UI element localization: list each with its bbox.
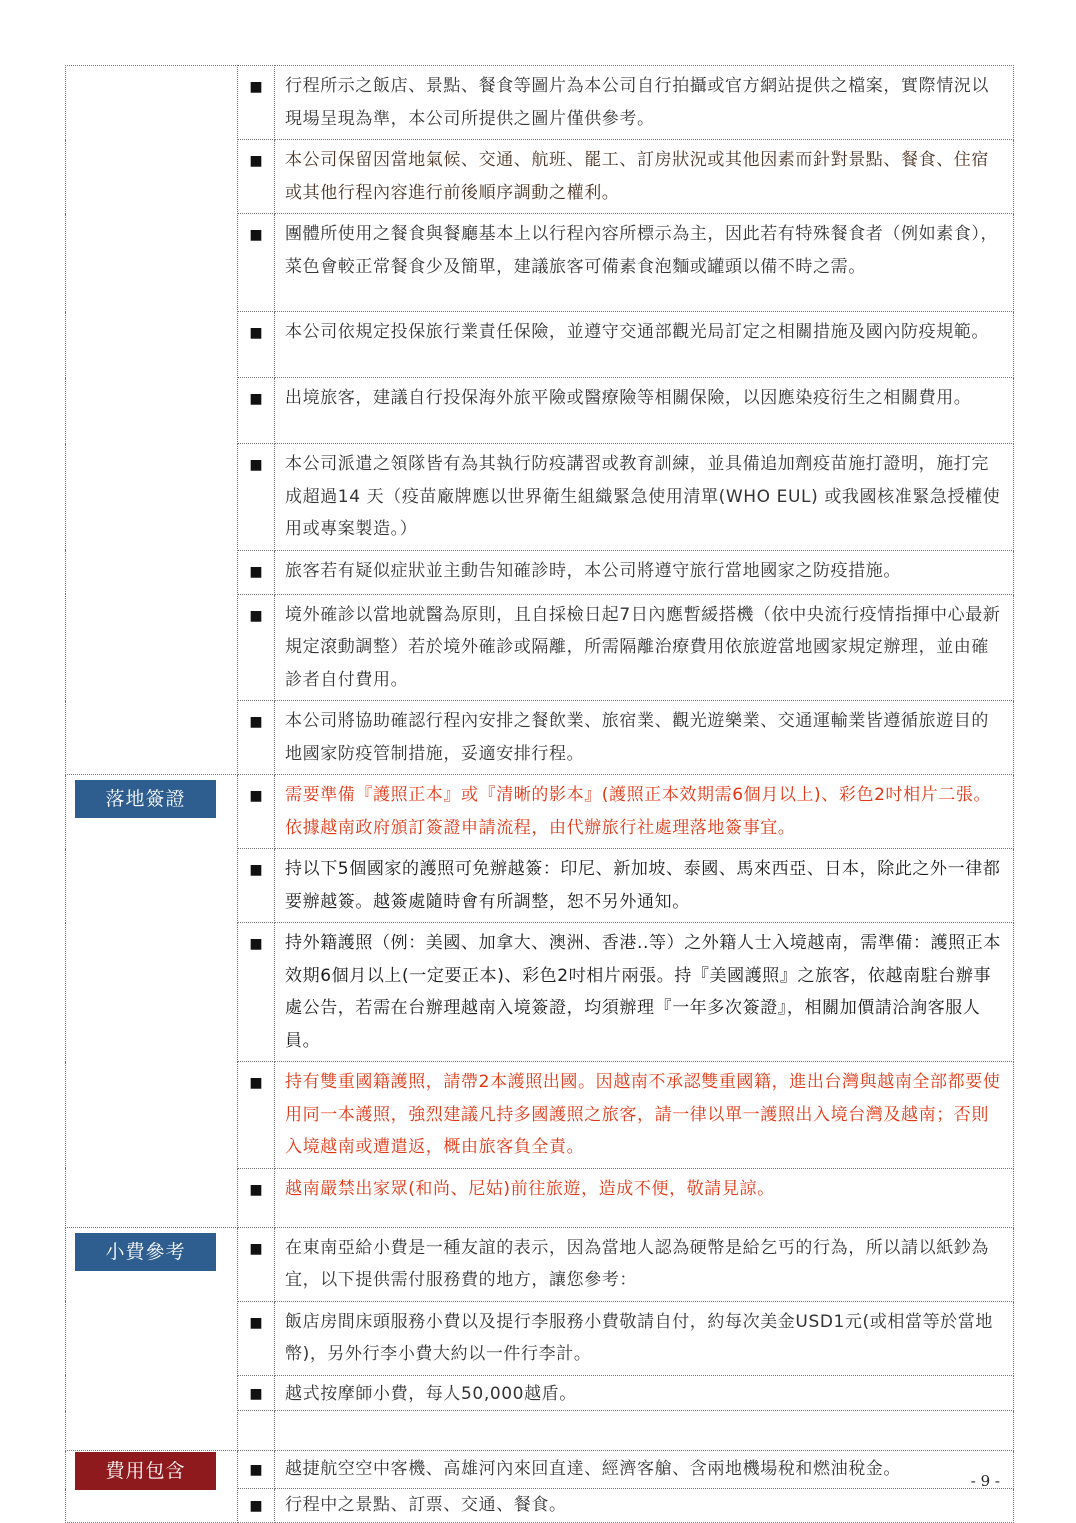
section-label-cell — [66, 1227, 238, 1451]
bullet-icon: ■ — [238, 378, 275, 444]
page-number: - 9 - — [970, 1472, 1000, 1490]
section-label-cell — [66, 1451, 238, 1523]
empty-cell — [238, 1411, 275, 1451]
fees-note-text: 越捷航空空中客機、高雄河內來回直達、經濟客艙、含兩地機場稅和燃油稅金。 — [275, 1451, 1014, 1489]
bullet-icon: ■ — [238, 66, 275, 140]
tips-note-text: 越式按摩師小費，每人50,000越盾。 — [275, 1375, 1014, 1411]
bullet-icon: ■ — [238, 1489, 275, 1523]
bullet-icon: ■ — [238, 1375, 275, 1411]
bullet-icon: ■ — [238, 1227, 275, 1301]
bullet-icon: ■ — [238, 140, 275, 214]
note-text: 境外確診以當地就醫為原則，且自採檢日起7日內應暫緩搭機（依中央流行疫情指揮中心最新規定滾動調整）若於境外確診或隔離，所需隔離治療費用依旅遊當地國家規定辦理，並由確診者自付費用。 — [275, 594, 1014, 701]
note-text: 旅客若有疑似症狀並主動告知確診時，本公司將遵守旅行當地國家之防疫措施。 — [275, 550, 1014, 594]
bullet-icon: ■ — [238, 1451, 275, 1489]
note-text: 本公司派遣之領隊皆有為其執行防疫講習或教育訓練，並具備追加劑疫苗施打證明，施打完成超過14 天（疫苗廠牌應以世界衛生組織緊急使用清單(WHO EUL) 或我國核准緊急授權使用或專案製造。） — [275, 444, 1014, 551]
tips-note-text: 飯店房間床頭服務小費以及提行李服務小費敬請自付，約每次美金USD1元(或相當等於當地幣)，另外行李小費大約以一件行李計。 — [275, 1301, 1014, 1375]
table-row — [66, 775, 1014, 849]
visa-note-text: 持有雙重國籍護照，請帶2本護照出國。因越南不承認雙重國籍，進出台灣與越南全部都要使用同一本護照，強烈建議凡持多國護照之旅客，請一律以單一護照出入境台灣及越南；否則入境越南或遭遣返，概由旅客負全責。 — [275, 1062, 1014, 1169]
note-text: 出境旅客，建議自行投保海外旅平險或醫療險等相關保險，以因應染疫衍生之相關費用。 — [275, 378, 1014, 444]
note-text: 團體所使用之餐食與餐廳基本上以行程內容所標示為主，因此若有特殊餐食者（例如素食），菜色會較正常餐食少及簡單，建議旅客可備素食泡麵或罐頭以備不時之需。 — [275, 214, 1014, 312]
tips-section-label: 小費參考 — [75, 1233, 216, 1271]
bullet-icon: ■ — [238, 849, 275, 923]
bullet-icon: ■ — [238, 550, 275, 594]
visa-note-text: 越南嚴禁出家眾(和尚、尼姑)前往旅遊，造成不便，敬請見諒。 — [275, 1168, 1014, 1227]
section-label-cell — [66, 775, 238, 1228]
visa-note-text: 需要準備『護照正本』或『清晰的影本』(護照正本效期需6個月以上)、彩色2吋相片二張。依據越南政府頒訂簽證申請流程，由代辦旅行社處理落地簽事宜。 — [275, 775, 1014, 849]
note-text: 本公司依規定投保旅行業責任保險，並遵守交通部觀光局訂定之相關措施及國內防疫規範。 — [275, 312, 1014, 378]
note-text: 本公司將協助確認行程內安排之餐飲業、旅宿業、觀光遊樂業、交通運輸業皆遵循旅遊目的地國家防疫管制措施，妥適安排行程。 — [275, 701, 1014, 775]
bullet-icon: ■ — [238, 594, 275, 701]
bullet-icon: ■ — [238, 775, 275, 849]
empty-cell — [275, 1411, 1014, 1451]
visa-section-label: 落地簽證 — [75, 780, 216, 818]
tips-note-text: 在東南亞給小費是一種友誼的表示，因為當地人認為硬幣是給乞丐的行為，所以請以紙鈔為宜，以下提供需付服務費的地方，讓您參考： — [275, 1227, 1014, 1301]
bullet-icon: ■ — [238, 214, 275, 312]
policy-table — [65, 65, 1014, 1523]
table-row — [66, 1227, 1014, 1301]
bullet-icon: ■ — [238, 444, 275, 551]
bullet-icon: ■ — [238, 1301, 275, 1375]
note-text: 本公司保留因當地氣候、交通、航班、罷工、訂房狀況或其他因素而針對景點、餐食、住宿或其他行程內容進行前後順序調動之權利。 — [275, 140, 1014, 214]
bullet-icon: ■ — [238, 701, 275, 775]
visa-note-text: 持以下5個國家的護照可免辦越簽：印尼、新加坡、泰國、馬來西亞、日本，除此之外一律都要辦越簽。越簽處隨時會有所調整，恕不另外通知。 — [275, 849, 1014, 923]
table-row — [66, 66, 1014, 140]
visa-note-text: 持外籍護照（例：美國、加拿大、澳洲、香港..等）之外籍人士入境越南，需準備：護照正本效期6個月以上(一定要正本)、彩色2吋相片兩張。持『美國護照』之旅客，依越南駐台辦事處公告，若需在台辦理越南入境簽證，均須辦理『一年多次簽證』，相關加價請洽詢客服人員。 — [275, 923, 1014, 1062]
bullet-icon: ■ — [238, 923, 275, 1062]
table-row — [66, 1451, 1014, 1489]
fees-section-label: 費用包含 — [75, 1452, 216, 1490]
bullet-icon: ■ — [238, 312, 275, 378]
note-text: 行程所示之飯店、景點、餐食等圖片為本公司自行拍攝或官方網站提供之檔案，實際情況以現場呈現為準，本公司所提供之圖片僅供參考。 — [275, 66, 1014, 140]
bullet-icon: ■ — [238, 1168, 275, 1227]
section-label-cell — [66, 66, 238, 775]
bullet-icon: ■ — [238, 1062, 275, 1169]
fees-note-text: 行程中之景點、訂票、交通、餐食。 — [275, 1489, 1014, 1523]
